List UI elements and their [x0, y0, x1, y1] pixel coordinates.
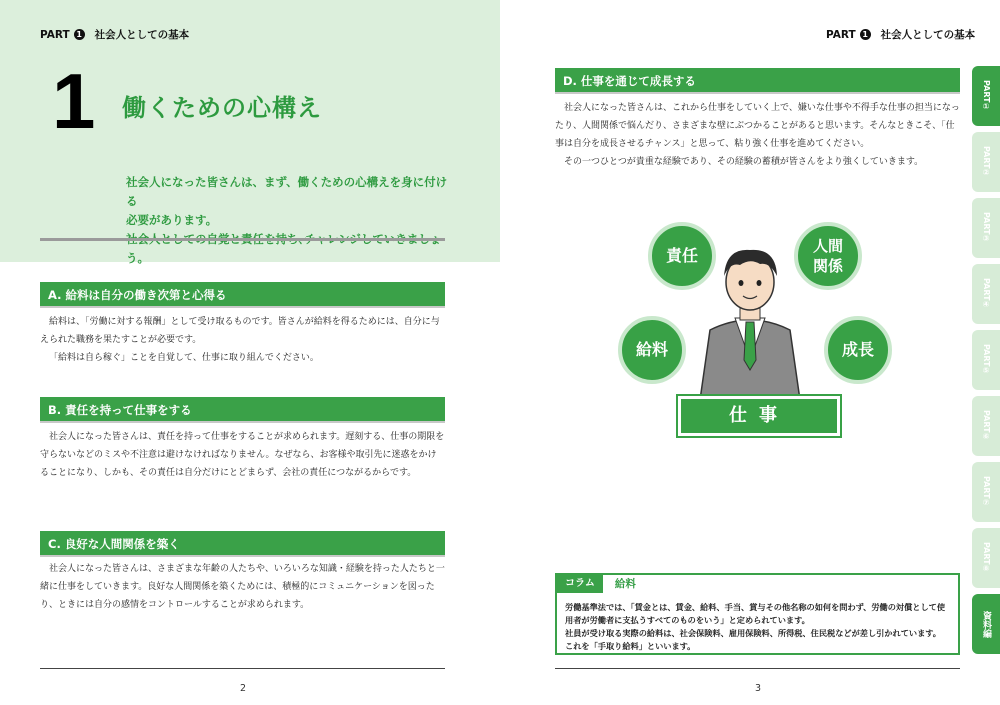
paragraph: 「給料は自ら稼ぐ」ことを自覚して、仕事に取り組んでください。: [49, 353, 319, 363]
tab-label: PART: [982, 79, 991, 103]
tab-label: PART: [982, 409, 991, 433]
paragraph: 社会人になった皆さんは、責任を持って仕事をすることが求められます。遅刻する、仕事の期限を守らないなどのミスや不注意は避けなければなりません。なぜなら、お客様や取引先に迷惑をかけることになり、しかも、その責任は自分だけにとどまらず、会社の責任につながるからです。: [40, 432, 445, 478]
paragraph: 社会人になった皆さんは、これから仕事をしていく上で、嫌いな仕事や不得手な仕事の担当になったり、人間関係で悩んだり、さまざまな壁にぶつかることがあると思います。そんなときこそ、「仕事は自分を成長させるチャンス」と思って、粘り強く仕事を進めてください。: [555, 103, 960, 149]
section-c-heading: C. 良好な人間関係を築く: [40, 531, 445, 557]
tab-number: ②: [982, 168, 990, 178]
column-box: [555, 573, 960, 655]
tab-part-7[interactable]: [972, 462, 1000, 522]
tab-label: 資料編: [981, 610, 991, 638]
intro-line: 社会人になった皆さんは、まず、働くための心構えを身に付ける: [126, 175, 448, 208]
running-head-title: 社会人としての基本: [94, 29, 190, 41]
tab-reference[interactable]: [972, 594, 1000, 654]
tab-part-6[interactable]: [972, 396, 1000, 456]
running-head-part: PART: [826, 28, 856, 41]
footer-rule: [555, 668, 960, 669]
intro-line: 必要があります。: [126, 213, 218, 227]
tab-number: ⑦: [982, 498, 990, 508]
column-body: [565, 601, 957, 653]
section-a-body: [40, 313, 445, 367]
tab-label: PART: [982, 475, 991, 499]
column-line: これを「手取り給料」といいます。: [565, 641, 696, 651]
bubble-relationships: 人間関係: [794, 222, 862, 290]
intro-line: う。: [126, 251, 149, 265]
column-line: 社員が受け取る実際の給料は、社会保険料、雇用保険料、所得税、住民税などが差し引かれています。: [565, 628, 941, 638]
tab-label: PART: [982, 277, 991, 301]
footer-rule: [40, 668, 445, 669]
tab-number: ⑥: [982, 432, 990, 442]
paragraph: 社会人になった皆さんは、さまざまな年齢の人たちや、いろいろな知識・経験を持った人たちと一緒に仕事をしていきます。良好な人間関係を築くためには、積極的にコミュニケーションを図ったり、ときには自分の感情をコントロールすることが求められます。: [40, 564, 445, 610]
section-c-body: [40, 560, 445, 614]
section-a-heading: A. 給料は自分の働き次第と心得る: [40, 282, 445, 308]
tab-part-5[interactable]: [972, 330, 1000, 390]
intro-divider: [40, 238, 445, 241]
column-header: [557, 575, 636, 593]
section-d-heading: D. 仕事を通じて成長する: [555, 68, 960, 94]
chapter-hero: [0, 0, 500, 265]
chapter-number: 1: [52, 57, 96, 145]
running-head-right: [826, 27, 975, 42]
column-line: 労働基準法では、「賃金とは、賃金、給料、手当、賞与その他名称の如何を問わず、労働の対償として使: [565, 602, 946, 612]
tab-part-1[interactable]: [972, 66, 1000, 126]
page-number: 3: [755, 683, 762, 694]
paragraph: その一つひとつが貴重な経験であり、その経験の蓄積が皆さんをより強くしていきます。: [564, 157, 924, 167]
bubble-responsibility: 責任: [648, 222, 716, 290]
chapter-title: 働くための心構え: [122, 94, 322, 122]
tab-number: ⑤: [982, 366, 990, 376]
page-number: 2: [240, 683, 247, 694]
tab-label: PART: [982, 211, 991, 235]
column-line: 用者が労働者に支払うすべてのものをいう」と定められています。: [565, 615, 810, 625]
running-head-part: PART: [40, 28, 70, 41]
part-number-badge: 1: [74, 29, 85, 40]
section-b-heading: B. 責任を持って仕事をする: [40, 397, 445, 423]
tab-number: ⑧: [982, 564, 990, 574]
tab-label: PART: [982, 145, 991, 169]
tab-number: ③: [982, 234, 990, 244]
part-index-tabs: [972, 66, 1000, 660]
tab-part-8[interactable]: [972, 528, 1000, 588]
bubble-growth: 成長: [824, 316, 892, 384]
chapter-intro: [126, 173, 456, 268]
section-b-body: [40, 428, 445, 482]
work-illustration: [610, 210, 890, 440]
paragraph: 給料は、「労働に対する報酬」として受け取るものです。皆さんが給料を得るためには、自分に与えられた職務を果たすことが必要です。: [40, 317, 440, 345]
running-head-left: [40, 27, 189, 42]
tab-number: ①: [982, 102, 990, 112]
column-tag: コラム: [557, 575, 603, 593]
running-head-title: 社会人としての基本: [880, 29, 976, 41]
work-label: 仕事: [678, 396, 840, 436]
tab-label: PART: [982, 541, 991, 565]
section-d-body: [555, 99, 960, 171]
column-title: 給料: [614, 578, 636, 590]
tab-label: PART: [982, 343, 991, 367]
tab-part-4[interactable]: [972, 264, 1000, 324]
tab-part-3[interactable]: [972, 198, 1000, 258]
tab-number: ④: [982, 300, 990, 310]
bubble-salary: 給料: [618, 316, 686, 384]
tab-part-2[interactable]: [972, 132, 1000, 192]
part-number-badge: 1: [860, 29, 871, 40]
right-page: [500, 0, 1000, 705]
